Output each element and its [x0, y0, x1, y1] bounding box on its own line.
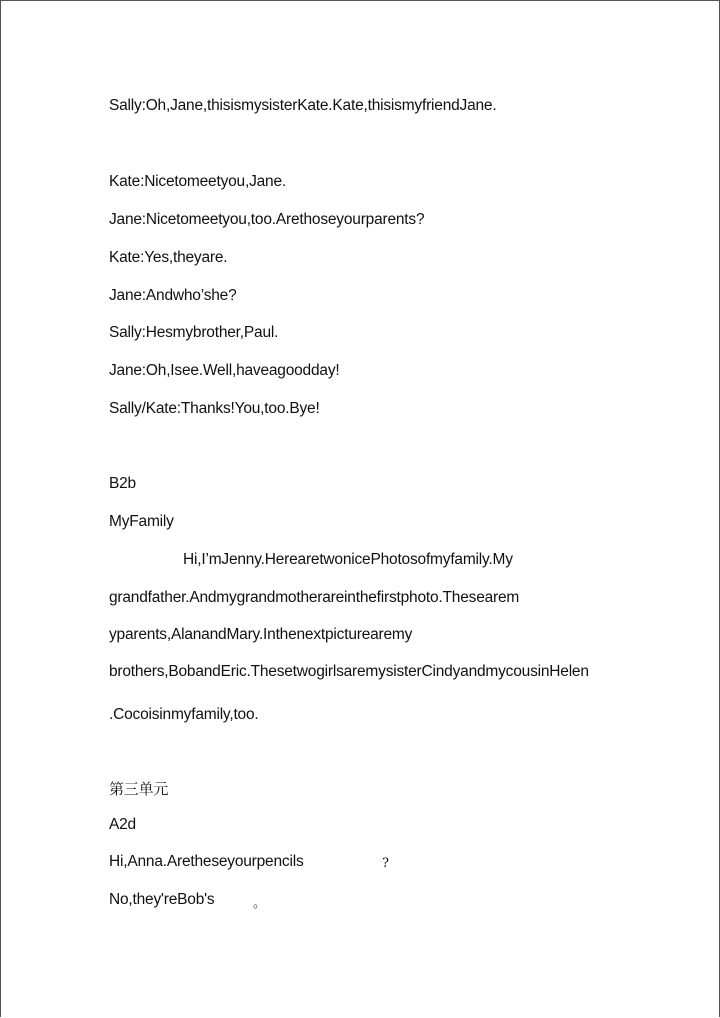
passage-line-1: Hi,I’mJenny.HerearetwonicePhotosofmyfamily.My	[183, 551, 513, 568]
exercise-answer: No,they'reBob's	[109, 891, 215, 908]
dialogue-line-5: Jane:Andwho’she?	[109, 287, 237, 304]
dialogue-line-1: Sally:Oh,Jane,thisismysisterKate.Kate,thisismyfriendJane.	[109, 97, 497, 114]
question-mark: ?	[382, 856, 389, 871]
dialogue-line-4: Kate:Yes,theyare.	[109, 249, 228, 266]
dialogue-line-3: Jane:Nicetomeetyou,too.Arethoseyourparents?	[109, 211, 425, 228]
passage-line-5: .Cocoisinmyfamily,too.	[109, 706, 259, 723]
dialogue-line-7: Jane:Oh,Isee.Well,haveagoodday!	[109, 362, 340, 379]
section-heading-b2b: B2b	[109, 475, 136, 492]
dialogue-line-2: Kate:Nicetomeetyou,Jane.	[109, 173, 286, 190]
answer-period-mark: 。	[253, 896, 267, 911]
unit-heading: 第三单元	[109, 780, 169, 798]
passage-line-3: yparents,AlanandMary.Inthenextpicturearemy	[109, 626, 413, 643]
dialogue-line-6: Sally:Hesmybrother,Paul.	[109, 324, 279, 341]
passage-line-2: grandfather.Andmygrandmotherareinthefirstphoto.Thesearem	[109, 589, 520, 606]
passage-title: MyFamily	[109, 513, 174, 530]
passage-line-4: brothers,BobandEric.ThesetwogirlsaremysisterCindyandmycousinHelen	[109, 663, 589, 680]
dialogue-line-8: Sally/Kate:Thanks!You,too.Bye!	[109, 400, 320, 417]
exercise-question: Hi,Anna.Aretheseyourpencils	[109, 853, 304, 870]
section-heading-a2d: A2d	[109, 816, 136, 833]
